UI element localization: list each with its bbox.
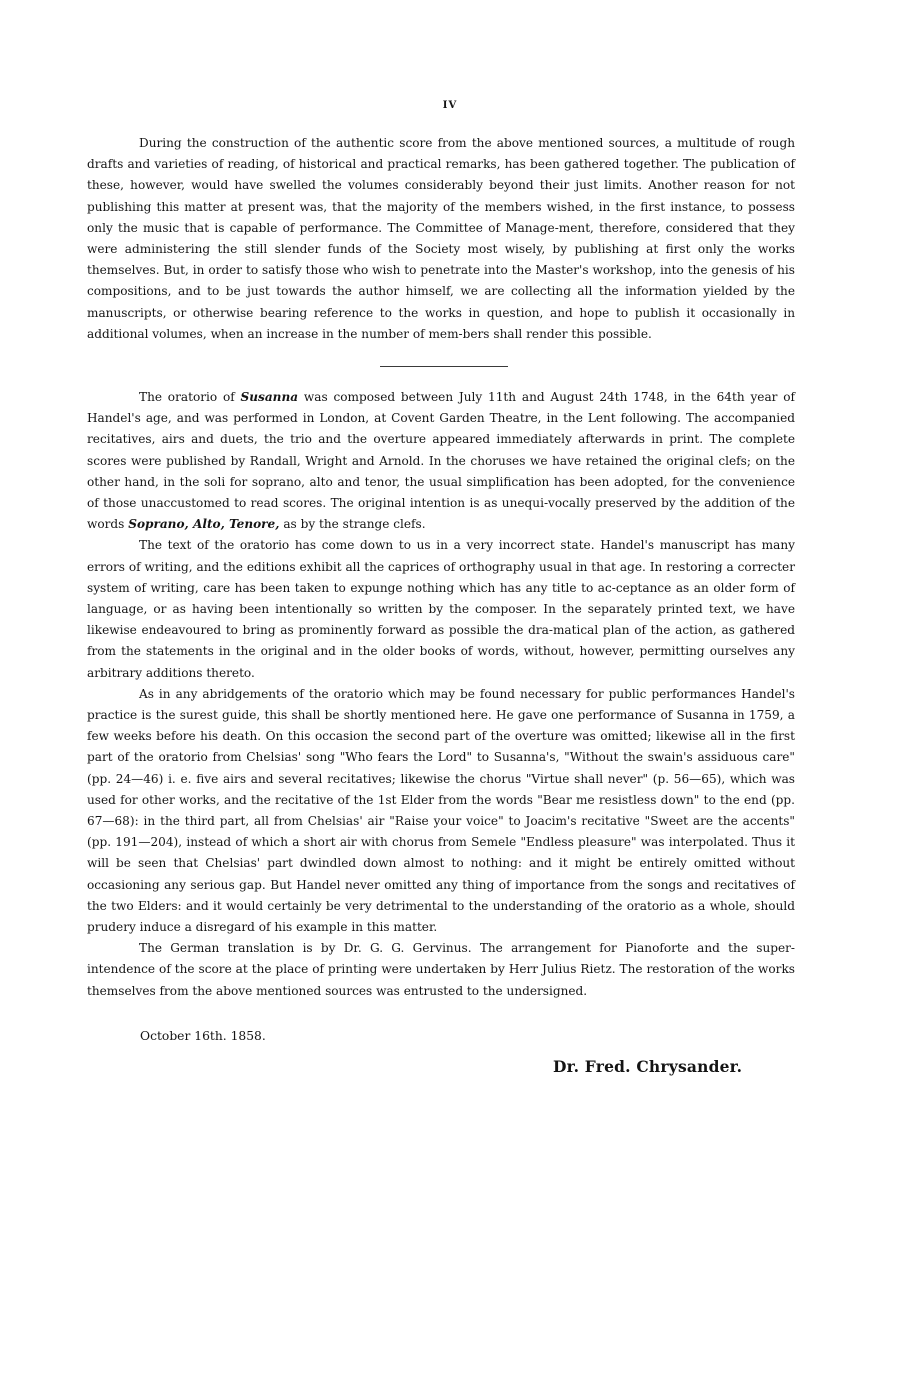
section-divider (380, 366, 508, 367)
paragraph-oratorio-history-mid: was composed between July 11th and August 24th 1748, in the 64th year of Handel's age, and was performed in London, at Covent Garden Theatre, in the Lent following. The accompanied recitatives, airs and duets, the trio and the overture appeared immediately afterwards in print. The complete scores were published by Randall, Wright and Arnold. In the choruses we have retained the original clefs; on the other hand, in the soli for soprano, alto and tenor, the usual simplification has been adopted, for the convenience of those unaccustomed to read scores. The original intention is as unequi-vocally preserved by the addition of the words (87, 390, 795, 532)
paragraph-acknowledgements: The German translation is by Dr. G. G. Gervinus. The arrangement for Pianoforte and the super-intendence of the score at the place of printing were undertaken by Herr Julius Rietz. The restoration of the works themselves from the above mentioned sources was entrusted to the undersigned. (87, 941, 795, 998)
paragraph-editorial-method: During the construction of the authentic score from the above mentioned sources, a multitude of rough drafts and varieties of reading, of historical and practical remarks, has been gathered together. The publication of these, however, would have swelled the volumes considerably beyond their just limits. Another reason for not publishing this matter at present was, that the majority of the members wished, in the first instance, to possess only the music that is capable of performance. The Committee of Manage-ment, therefore, considered that they were administering the still slender funds of the Society most wisely, by publishing at first only the works themselves. But, in order to satisfy those who wish to penetrate into the Master's workshop, into the genesis of his compositions, and to be just towards the author himself, we are collecting all the information yielded by the manuscripts, or otherwise bearing reference to the works in question, and hope to publish it occasionally in additional volumes, when an increase in the number of mem-bers shall render this possible. (87, 136, 795, 341)
paragraph-oratorio-history-start: The oratorio of (139, 390, 241, 404)
preface-section-1 (87, 133, 795, 345)
page-number: IV (442, 100, 458, 111)
oratorio-title: Susanna (240, 390, 299, 404)
signature: Dr. Fred. Chrysander. (553, 1057, 743, 1076)
paragraph-oratorio-history-end: as by the strange clefs. (279, 517, 426, 532)
date-line: October 16th. 1858. (140, 1029, 266, 1043)
voice-names: Soprano, Alto, Tenore, (128, 517, 280, 532)
paragraph-oratorio-history (87, 387, 795, 535)
paragraph-abridgements: As in any abridgements of the oratorio which may be found necessary for public performances Handel's practice is the surest guide, this shall be shortly mentioned here. He gave one performance of Susanna in 1759, a few weeks before his death. On this occasion the second part of the overture was omitted; likewise all in the first part of the oratorio from Chelsias' song "Who fears the Lord" to Susanna's, "Without the swain's assiduous care" (pp. 24—46) i. e. five airs and several recitatives; likewise the chorus "Virtue shall never" (p. 56—65), which was used for other works, and the recitative of the 1st Elder from the words "Bear me resistless down" to the end (pp. 67—68): in the third part, all from Chelsias' air "Raise your voice" to Joacim's recitative "Sweet are the accents" (pp. 191—204), instead of which a short air with chorus from Semele "Endless pleasure" was interpolated. Thus it will be seen that Chelsias' part dwindled down almost to nothing: and it might be entirely omitted without occasioning any serious gap. But Handel never omitted any thing of importance from the songs and recitatives of the two Elders: and it would certainly be very detrimental to the understanding of the oratorio as a whole, should prudery induce a disregard of his example in this matter. (87, 686, 795, 935)
preface-section-2 (87, 387, 795, 1002)
paragraph-text-restoration: The text of the oratorio has come down to us in a very incorrect state. Handel's manuscript has many errors of writing, and the editions exhibit all the caprices of orthography usual in that age. In restoring a correcter system of writing, care has been taken to expunge nothing which has any title to ac-ceptance as an older form of language, or as having been intentionally so written by the composer. In the separately printed text, we have likewise endeavoured to bring as prominently forward as possible the dra-matical plan of the action, as gathered from the statements in the original and in the older books of words, without, however, permitting ourselves any arbitrary additions thereto. (87, 538, 795, 680)
